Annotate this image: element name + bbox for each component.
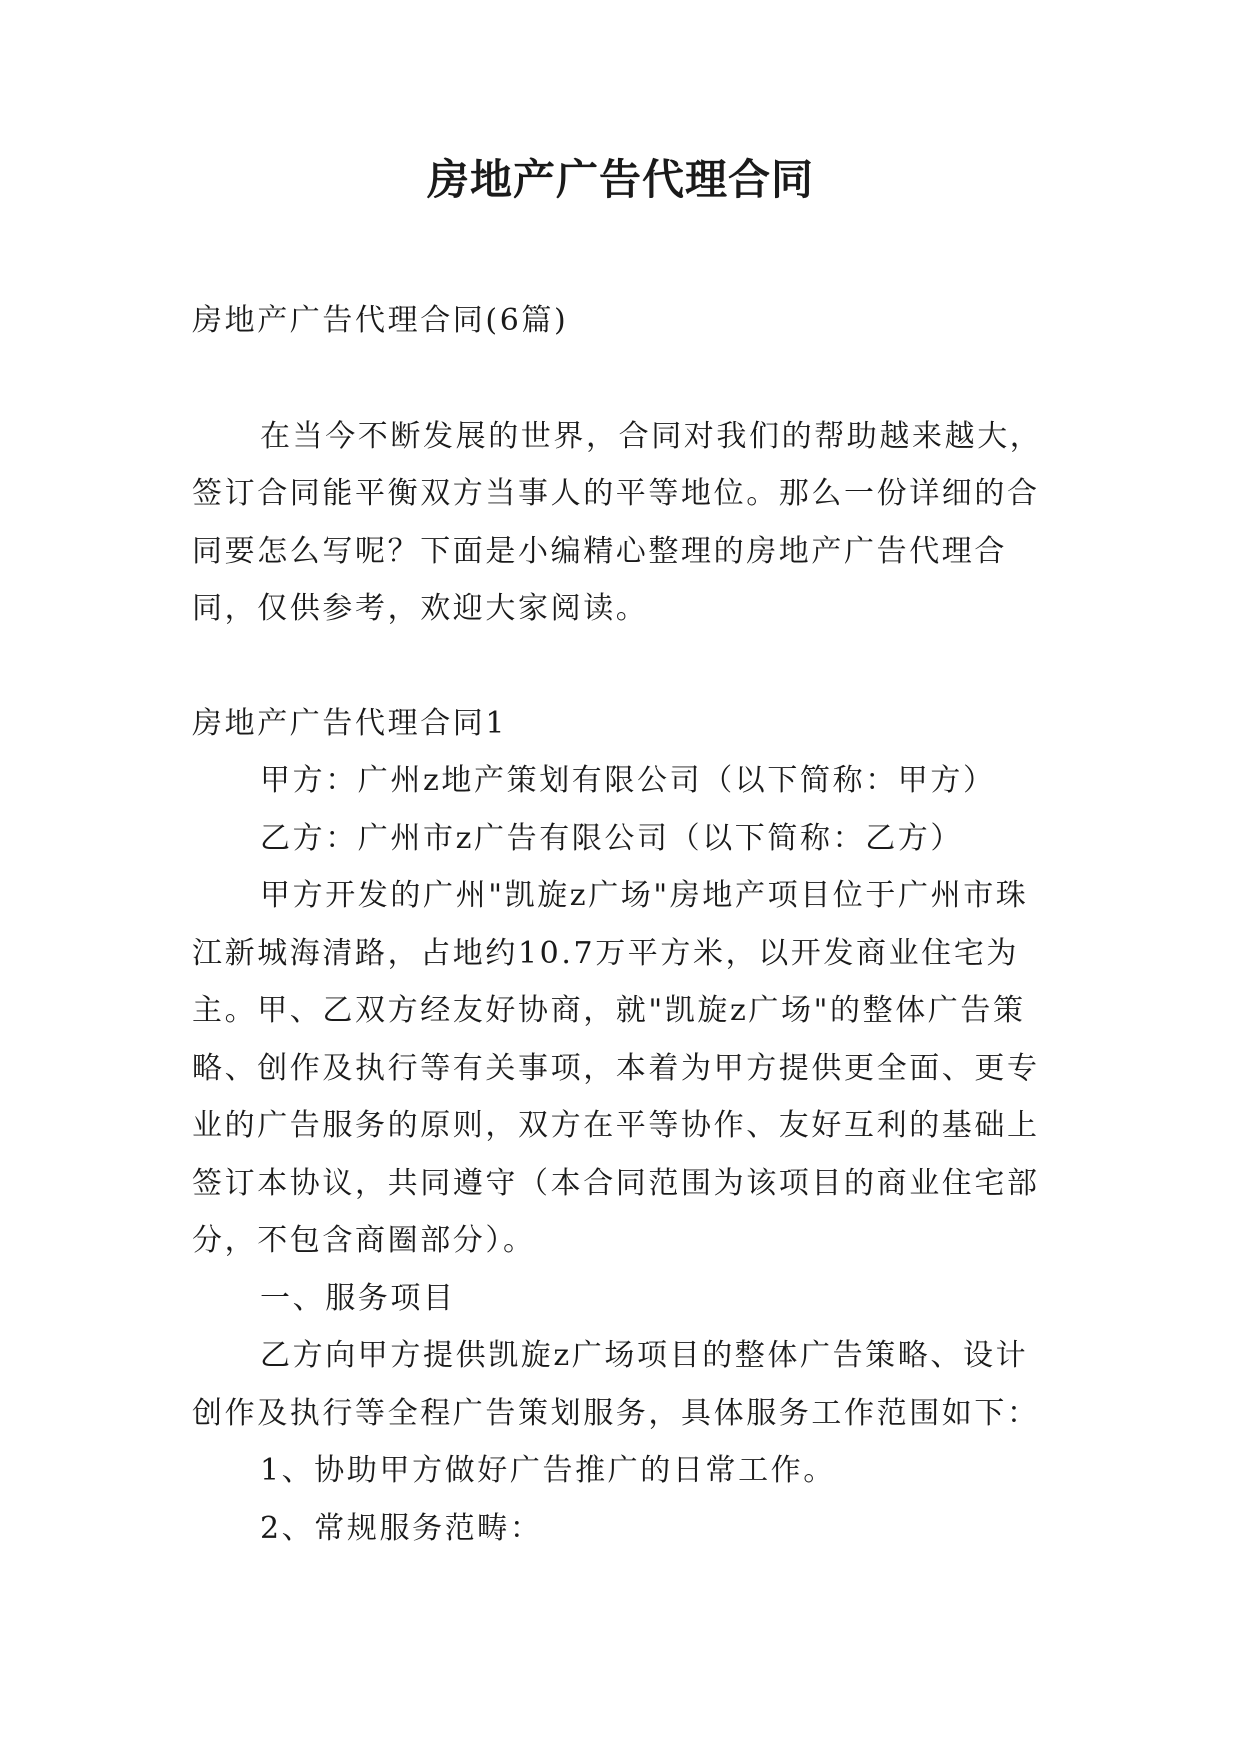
- document-body: [192, 292, 1054, 1557]
- intro-paragraph: 在当今不断发展的世界，合同对我们的帮助越来越大，签订合同能平衡双方当事人的平等地位。那么一份详细的合同要怎么写呢？下面是小编精心整理的房地产广告代理合同，仅供参考，欢迎大家阅读。: [192, 418, 1043, 626]
- party-b-line: 乙方：广州市z广告有限公司（以下简称：乙方）: [260, 820, 964, 856]
- background-paragraph: 甲方开发的广州"凯旋z广场"房地产项目位于广州市珠江新城海清路，占地约10.7万平方米，以开发商业住宅为主。甲、乙双方经友好协商，就"凯旋z广场"的整体广告策略、创作及执行等有关事项，本着为甲方提供更全面、更专业的广告服务的原则，双方在平等协作、友好互利的基础上签订本协议，共同遵守（本合同范围为该项目的商业住宅部分，不包含商圈部分）。: [192, 878, 1040, 1258]
- list-item: 1、协助甲方做好广告推广的日常工作。: [260, 1453, 836, 1488]
- document-subtitle: 房地产广告代理合同(6篇): [192, 303, 569, 338]
- list-item: 2、常规服务范畴：: [260, 1510, 543, 1546]
- section-heading: 房地产广告代理合同1: [192, 705, 508, 741]
- clause-body: 乙方向甲方提供凯旋z广场项目的整体广告策略、设计创作及执行等全程广告策划服务，具体服务工作范围如下：: [192, 1338, 1040, 1431]
- party-a-line: 甲方：广州z地产策划有限公司（以下简称：甲方）: [260, 763, 996, 798]
- clause-heading: 一、服务项目: [260, 1280, 456, 1316]
- document-title: 房地产广告代理合同: [426, 155, 814, 204]
